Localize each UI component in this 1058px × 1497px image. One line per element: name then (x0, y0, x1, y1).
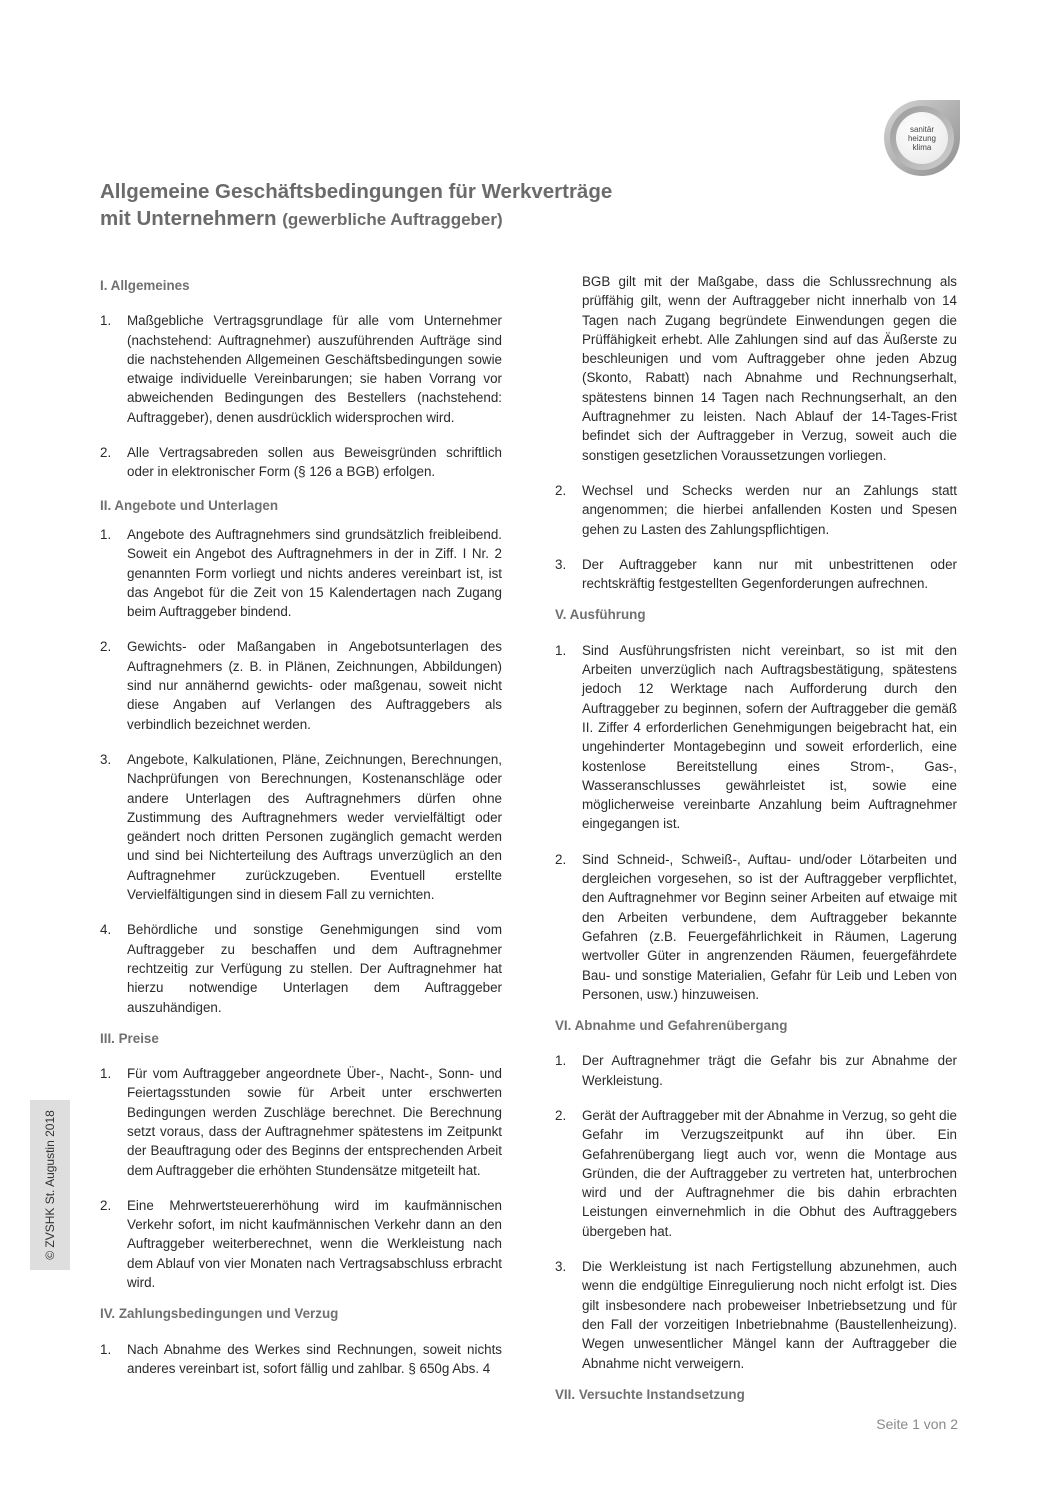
clause-number: 1. (555, 642, 567, 658)
copyright-sidebar (30, 1100, 70, 1270)
clause-number: 3. (100, 751, 112, 767)
clause (100, 1196, 502, 1292)
page-number: Seite 1 von 2 (876, 1416, 958, 1432)
title-line-1: Allgemeine Geschäftsbedingungen für Werkverträge (100, 180, 613, 203)
clause (100, 1340, 502, 1379)
clause-number: 1. (100, 313, 112, 329)
clause (555, 555, 957, 594)
logo-line: sanitär (909, 124, 934, 134)
clause (100, 525, 502, 621)
clause-number: 2. (555, 851, 567, 867)
clause-text: Maßgebliche Vertragsgrundlage für alle vom Unternehmer (nachstehend: Auftragnehmer) auszuführenden Aufträge sind die nachstehenden Allgemeinen Geschäftsbedingungen sowie etwaige individuelle Vereinbarungen; sie haben Vorrang vor abweichenden Bedingungen des Bestellers (nachstehend: Auftraggeber), denen ausdrücklich widersprochen wird. (127, 313, 502, 425)
clause-number: 3. (555, 1259, 567, 1275)
clause-number: 4. (100, 922, 112, 938)
clause (100, 637, 502, 733)
clause-continuation: BGB gilt mit der Maßgabe, dass die Schlussrechnung als prüffähig gilt, wenn der Auftraggeber nicht innerhalb von 14 Tagen nach Zugang begründete Einwendungen gegen die Prüffähigkeit erhebt. Alle Zahlungen sind auf das Äußerste zu beschleunigen und vom Auftraggeber ohne jeden Abzug (Skonto, Rabatt) nach Abnahme und Rechnungserhalt, spätestens binnen 14 Tagen nach Rechnungserhalt, an den Auftragnehmer zu leisten. Nach Ablauf der 14-Tages-Frist befindet sich der Auftraggeber in Verzug, soweit auch die sonstigen gesetzlichen Voraussetzungen vorliegen. (582, 274, 957, 463)
clause-text: Der Auftraggeber kann nur mit unbestrittenen oder rechtskräftig festgestellten Gegenforderungen aufrechnen. (582, 556, 957, 592)
title-line-2 (100, 205, 612, 233)
clause (555, 1051, 957, 1090)
section-heading: IV. Zahlungsbedingungen und Verzug (100, 1306, 339, 1322)
section-heading: VII. Versuchte Instandsetzung (555, 1386, 745, 1402)
clause (100, 1064, 502, 1180)
clause-text: Sind Schneid-, Schweiß-, Auftau- und/oder Lötarbeiten und dergleichen vorgesehen, so ist der Auftraggeber verpflichtet, den Auftragnehmer vor Beginn seiner Arbeiten auf etwaige mit den Arbeiten verbundene, dem Auftraggeber bekannte Gefahren (z.B. Feuergefährlichkeit in Räumen, Lagerung wertvoller Güter in angrenzenden Räumen, feuergefährdete Bau- und sonstige Materialien, Gefahr für Leib und Leben von Personen, usw.) hinzuweisen. (582, 851, 957, 1002)
section-heading: I. Allgemeines (100, 278, 190, 293)
logo-text (896, 112, 948, 164)
clause-number: 2. (100, 639, 112, 655)
clause-number: 1. (100, 1066, 112, 1082)
clause (100, 311, 502, 427)
clause-text: Für vom Auftraggeber angeordnete Über-, Nacht-, Sonn- und Feiertagsstunden sowie für Arbeit unter erschwerten Bedingungen werden Zuschläge berechnet. Die Berechnung setzt voraus, dass der Auftragnehmer spätestens im Zeitpunkt der Beauftragung oder des Beginns der entsprechenden Arbeit dem Auftraggeber die erhöhten Stundensätze mitgeteilt hat. (127, 1066, 502, 1178)
section-heading: V. Ausführung (555, 607, 646, 623)
clause (100, 920, 502, 1016)
clause (555, 641, 957, 834)
section-heading: III. Preise (100, 1030, 159, 1046)
clause (555, 481, 957, 539)
logo-line: klima (912, 142, 932, 152)
clause-text: Nach Abnahme des Werkes sind Rechnungen, soweit nichts anderes vereinbart ist, sofort fällig und zahlbar. § 650g Abs. 4 (127, 1341, 502, 1376)
clause (100, 750, 502, 904)
clause-text: Angebote des Auftragnehmers sind grundsätzlich freibleibend. Soweit ein Angebot des Auftragnehmers in der in Ziff. I Nr. 2 genannten Form vorliegt und nichts anderes vereinbart ist, ist das Angebot für die Zeit von 15 Kalendertagen nach Zugang beim Auftraggeber bindend. (127, 526, 502, 620)
title-subtitle: (gewerbliche Auftraggeber) (282, 210, 503, 229)
clause-number: 2. (555, 1107, 567, 1123)
right-column (555, 272, 957, 1420)
title-main: mit Unternehmern (100, 207, 277, 230)
section-heading: II. Angebote und Unterlagen (100, 497, 279, 513)
clause-text: Angebote, Kalkulationen, Pläne, Zeichnungen, Berechnungen, Nachprüfungen von Berechnungen, Kostenanschläge oder andere Unterlagen des Auftragnehmers dürfen ohne Zustimmung des Auftragnehmers weder vervielfältigt oder geändert noch dritten Personen zugänglich gemacht werden und sind bei Nichterteilung des Auftrags unverzüglich an den Auftragnehmer zurückzugeben. Eventuell erstellte Vervielfältigungen sind in diesem Fall zu vernichten. (127, 751, 502, 903)
clause-text: Der Auftragnehmer trägt die Gefahr bis zur Abnahme der Werkleistung. (582, 1053, 957, 1088)
section-heading: VI. Abnahme und Gefahrenübergang (555, 1018, 788, 1034)
clause (555, 1257, 957, 1373)
clause-text: Gewichts- oder Maßangaben in Angebotsunterlagen des Auftragnehmers (z. B. in Plänen, Zeichnungen, Abbildungen) sind nur annähernd gewichts- oder maßgenau, soweit nicht diese Angaben auf Verlangen des Auftraggebers als verbindlich bezeichnet werden. (127, 639, 502, 732)
document-title (100, 178, 612, 233)
clause-text: Die Werkleistung ist nach Fertigstellung abzunehmen, auch wenn die endgültige Einregulierung noch nicht erfolgt ist. Dies gilt insbesondere nach probeweiser Inbetriebsetzung und für den Fall der vorzeitigen Inbetriebnahme (Baustellenheizung). Wegen unwesentlicher Mängel kann der Auftraggeber die Abnahme nicht verweigern. (582, 1259, 957, 1371)
shk-logo (884, 100, 960, 176)
clause-number: 2. (100, 1197, 112, 1213)
clause (555, 850, 957, 1004)
clause-text: Eine Mehrwertsteuererhöhung wird im kaufmännischen Verkehr sofort, im nicht kaufmännischen Verkehr dann an den Auftraggeber weiterberechnet, wenn die Werkleistung nach dem Ablauf von vier Monaten nach Vertragsabschluss erbracht wird. (127, 1197, 502, 1291)
clause-number: 2. (555, 482, 567, 498)
clause-text: Alle Vertragsabreden sollen aus Beweisgründen schriftlich oder in elektronischer Form (§ 126 a BGB) erfolgen. (127, 445, 502, 480)
clause-number: 1. (555, 1053, 567, 1069)
clause-text: Behördliche und sonstige Genehmigungen sind vom Auftraggeber zu beschaffen und dem Auftragnehmer rechtzeitig zur Verfügung zu stellen. Der Auftragnehmer hat hierzu notwendige Unterlagen dem Auftraggeber auszuhändigen. (127, 922, 502, 1015)
clause-number: 1. (100, 526, 112, 542)
clause-number: 1. (100, 1341, 112, 1357)
logo-line: heizung (907, 133, 937, 143)
clause-text: Sind Ausführungsfristen nicht vereinbart, so ist mit den Arbeiten unverzüglich nach Auftragsbestätigung, spätestens jedoch 12 Werktage nach Aufforderung durch den Auftraggeber zu beginnen, sofern der Auftraggeber die gemäß II. Ziffer 4 erforderlichen Genehmigungen beigebracht hat, ein ungehinderter Montagebeginn und soweit erforderlich, eine kostenlose Bereitstellung eines Strom-, Gas-, Wasseranschlusses gewährleistet ist, sowie eine möglicherweise vereinbarte Anzahlung beim Auftragnehmer eingegangen ist. (582, 642, 957, 832)
clause-text: Gerät der Auftraggeber mit der Abnahme in Verzug, so geht die Gefahr im Verzugszeitpunkt auf ihn über. Ein Gefahrenübergang liegt auch vor, wenn die Montage aus Gründen, die der Auftraggeber zu vertreten hat, unterbrochen wird und der Auftragnehmer die bis dahin erbrachten Leistungen einvernehmlich in die Obhut des Auftraggebers übergeben hat. (582, 1107, 957, 1239)
clause (555, 1106, 957, 1241)
clause-number: 3. (555, 556, 567, 572)
left-column (100, 276, 502, 1394)
clause (100, 443, 502, 482)
copyright-text: © ZVSHK St. Augustin 2018 (43, 1110, 57, 1260)
clause-number: 2. (100, 445, 112, 461)
clause-text: Wechsel und Schecks werden nur an Zahlungs statt angenommen; die hierbei anfallenden Kosten und Spesen gehen zu Lasten des Zahlungspflichtigen. (582, 482, 957, 537)
